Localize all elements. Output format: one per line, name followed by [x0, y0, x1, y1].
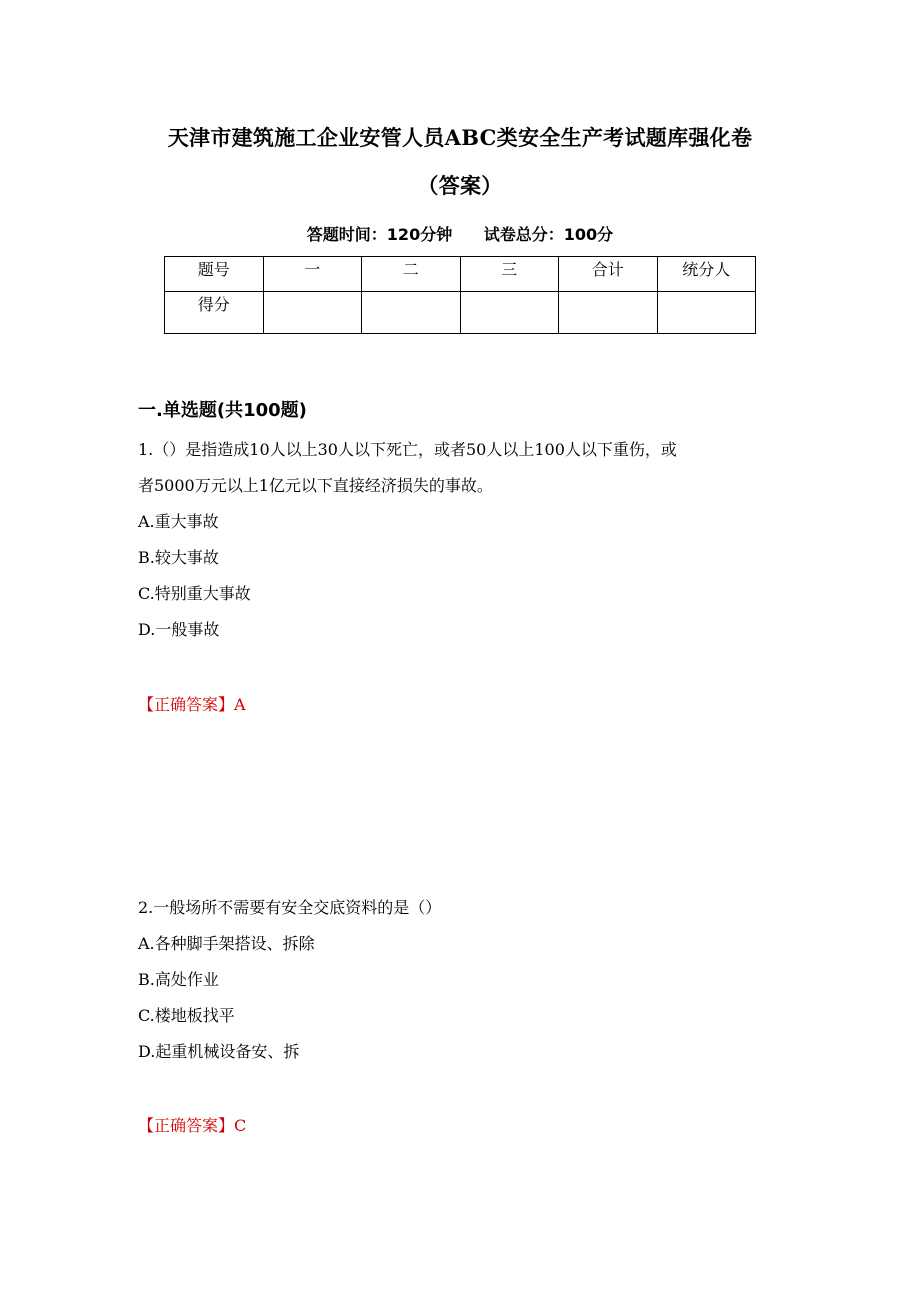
answer-value: A [234, 695, 246, 714]
section-title: 一.单选题(共100题) [138, 400, 307, 421]
option-b: B.较大事故 [138, 548, 219, 567]
answer-label: 【正确答案】 [138, 695, 235, 714]
score-table [164, 256, 756, 334]
score-table-header: 一 [263, 257, 362, 292]
score-table-header-row [165, 257, 756, 292]
option-a: A.各种脚手架搭设、拆除 [138, 934, 315, 953]
answer-2 [138, 1113, 246, 1136]
total-score: 试卷总分：100分 [483, 225, 614, 244]
score-table-header: 统分人 [657, 257, 756, 292]
score-cell [559, 292, 658, 334]
exam-time: 答题时间：120分钟 [306, 225, 453, 244]
question-stem: 1.（）是指造成10人以上30人以下死亡，或者50人以上100人以下重伤，或 [138, 440, 677, 459]
option-b: B.高处作业 [138, 970, 219, 989]
option-a: A.重大事故 [138, 512, 219, 531]
score-cell [362, 292, 461, 334]
score-table-header: 合计 [559, 257, 658, 292]
answer-label: 【正确答案】 [138, 1116, 235, 1135]
score-table-row [165, 292, 756, 334]
score-cell [263, 292, 362, 334]
score-table-header: 二 [362, 257, 461, 292]
document-title: 天津市建筑施工企业安管人员ABC类安全生产考试题库强化卷 [167, 125, 753, 150]
option-c: C.特别重大事故 [138, 584, 251, 603]
score-table-header: 三 [460, 257, 559, 292]
answer-value: C [234, 1116, 247, 1135]
score-cell [460, 292, 559, 334]
question-2 [138, 890, 788, 1070]
answer-1 [138, 692, 246, 715]
option-d: D.起重机械设备安、拆 [138, 1042, 300, 1061]
question-stem-continued: 者5000万元以上1亿元以下直接经济损失的事故。 [138, 476, 493, 495]
question-stem: 2.一般场所不需要有安全交底资料的是（） [138, 898, 442, 917]
score-row-label: 得分 [165, 292, 264, 334]
score-table-header: 题号 [165, 257, 264, 292]
score-cell [657, 292, 756, 334]
document-subtitle: （答案） [417, 173, 503, 198]
option-c: C.楼地板找平 [138, 1006, 235, 1025]
question-1 [138, 432, 788, 648]
option-d: D.一般事故 [138, 620, 220, 639]
exam-meta [0, 222, 920, 245]
